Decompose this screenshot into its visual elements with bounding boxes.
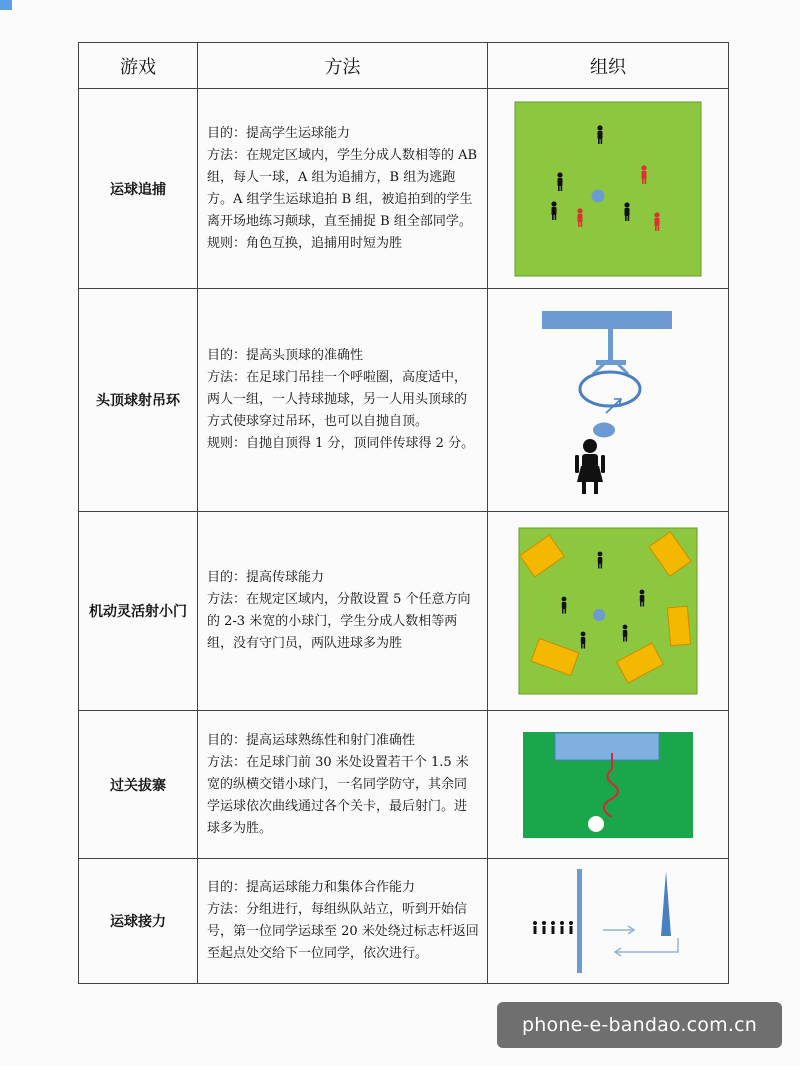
game-name: 头顶球射吊环 [79,289,198,512]
chase-field-diagram [514,101,702,277]
pass-gates-diagram [522,731,694,839]
corner-marker [0,0,12,10]
header-method: 方法 [198,43,488,89]
table-row [79,859,729,984]
return-arrow [615,938,678,952]
game-name: 运球接力 [79,859,198,984]
method-line: 规则：自抛自顶得 1 分，顶同伴传球得 2 分。 [207,436,475,451]
game-name: 机动灵活射小门 [79,512,198,711]
person-icon [575,439,605,494]
games-table [78,42,729,984]
game-name: 运球追捕 [79,89,198,289]
method-line: 方法：在足球门前 30 米处设置若干个 1.5 米宽的纵横交错小球门，一名同学防守，其余同学运球依次曲线通过各个关卡，最后射门。进球多为胜。 [207,754,469,836]
small-goals-diagram [518,527,698,695]
method-cell [198,711,488,859]
ball-icon [588,816,604,832]
table-row [79,89,729,289]
table-row [79,512,729,711]
game-name: 过关拔寨 [79,711,198,859]
marker-pole [661,871,671,936]
diagram-cell [488,512,729,711]
diagram-cell [488,859,729,984]
method-line: 目的：提高传球能力 [207,570,325,585]
diagram-cell [488,289,729,512]
method-line: 目的：提高运球熟练性和射门准确性 [207,732,416,748]
relay-diagram [523,866,693,976]
ball-icon [592,189,605,202]
diagram-cell [488,711,729,859]
method-line: 目的：提高头顶球的准确性 [207,348,364,363]
method-cell [198,89,488,289]
header-game: 游戏 [79,43,198,89]
method-line: 方法：在规定区域内，学生分成人数相等的 AB 组，每人一球，A 组为追捕方，B 组为逃跑方。A 组学生运球追拍 B 组，被追拍到的学生离开场地练习颠球，直至捕捉 B 组全部同学。 [207,147,478,229]
method-cell [198,289,488,512]
table-row [79,289,729,512]
player-icon [551,921,555,934]
method-line: 目的：提高学生运球能力 [207,125,351,141]
method-cell [198,859,488,984]
goal-box [555,733,659,760]
start-line [577,869,582,973]
method-line: 目的：提高运球能力和集体合作能力 [207,880,416,895]
hoop-hanger [596,360,626,365]
header-row [79,43,729,89]
goal-crossbar [542,311,672,329]
player-icon [533,921,537,934]
player-icon [542,921,546,934]
method-line: 方法：在规定区域内，分散设置 5 个任意方向的 2-3 米宽的小球门，学生分成人数相等两组，没有守门员，两队进球多为胜 [207,592,471,651]
diagram-cell [488,89,729,289]
ball-icon [593,609,605,621]
goal-post [608,329,613,364]
player-icon [560,921,564,934]
watermark-badge: phone-e-bandao.com.cn [497,1002,782,1048]
header-hoop-diagram [508,300,708,500]
table-row [79,711,729,859]
ball-icon [593,423,615,438]
player-icon [569,921,573,934]
method-line: 方法：分组进行，每组纵队站立，听到开始信号，第一位同学运球至 20 米处绕过标志杆返回至起点处交给下一位同学，依次进行。 [207,902,479,961]
header-organization: 组织 [488,43,729,89]
method-line: 规则：角色互换，追捕用时短为胜 [207,235,403,251]
field [515,102,701,276]
small-goal [667,606,690,646]
method-cell [198,512,488,711]
method-line: 方法：在足球门吊挂一个呼啦圈，高度适中，两人一组，一人持球抛球，另一人用头顶球的方式使球穿过吊环，也可以自抛自顶。 [207,370,468,429]
player-queue [533,921,573,934]
hoop-ring [580,372,640,406]
